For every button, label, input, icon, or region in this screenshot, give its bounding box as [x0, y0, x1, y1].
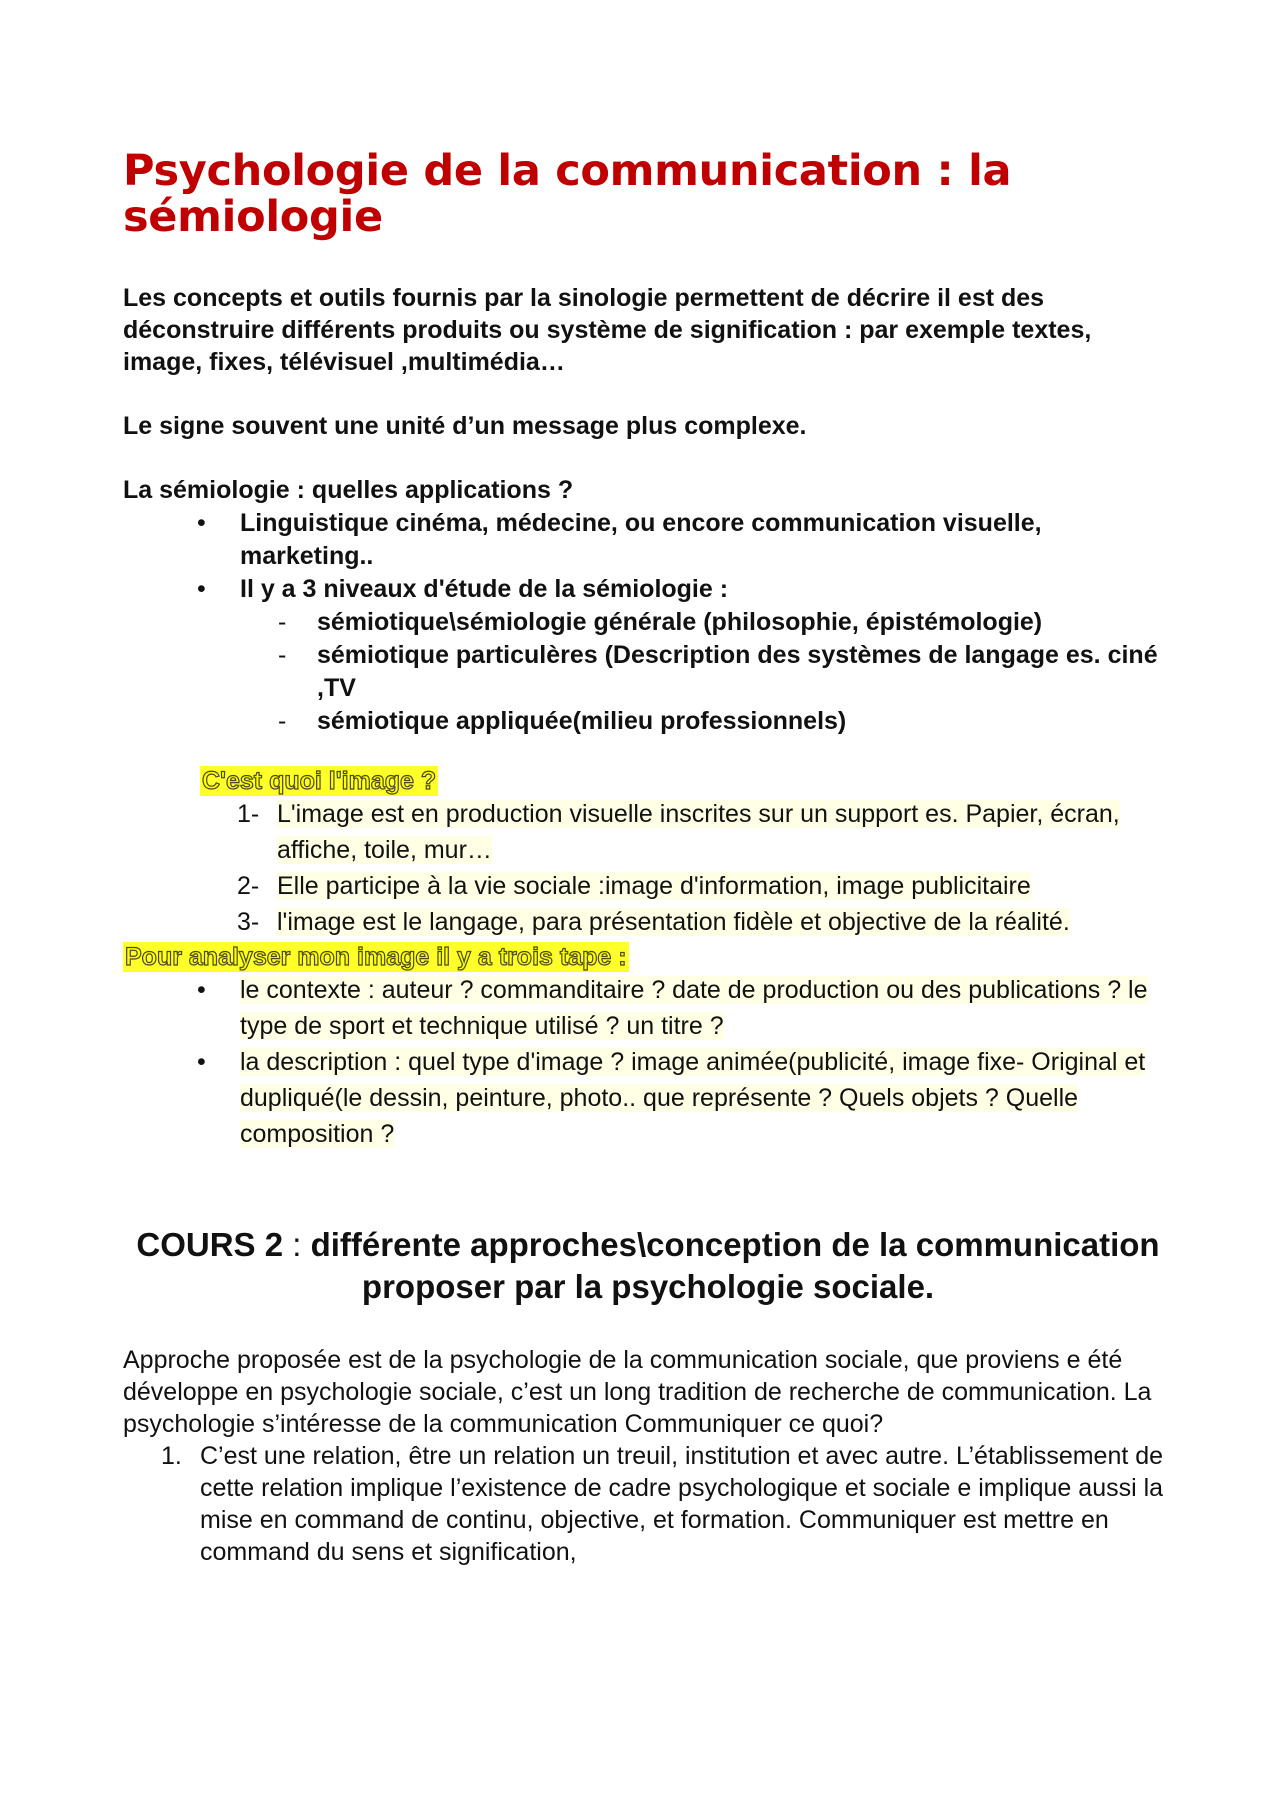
niveau-item: - sémiotique particulères (Description des systèmes de langage es. ciné ,TV: [123, 639, 1173, 705]
applications-item: • Linguistique cinéma, médecine, ou encore communication visuelle, marketing..: [123, 507, 1173, 573]
niveau-item: - sémiotique\sémiologie générale (philosophie, épistémologie): [123, 606, 1173, 639]
cours2-list: [123, 1440, 1173, 1568]
niveau-item: - sémiotique appliquée(milieu professionnels): [123, 705, 1173, 738]
cours2-paragraph: Approche proposée est de la psychologie de la communication sociale, que proviens e été développe en psychologie sociale, c’est un long tradition de recherche de communication. La psychologie s’intéresse de la communication Communiquer ce quoi?: [123, 1346, 1152, 1438]
signe-paragraph: Le signe souvent une unité d’un message plus complexe.: [123, 412, 807, 440]
cours2-title: COURS 2 : différente approches\conception de la communication proposer par la psychologie sociale.: [136, 1226, 1160, 1305]
intro-paragraph: Les concepts et outils fournis par la sinologie permettent de décrire il est des déconstruire différents produits ou système de signification : par exemple textes, image, fixes, télévisuel ,multimédia…: [123, 284, 1092, 376]
applications-list: [123, 507, 1173, 606]
image-list: [123, 796, 1173, 940]
analyse-list: [123, 972, 1173, 1152]
applications-item: • Il y a 3 niveaux d'étude de la sémiologie :: [123, 573, 1173, 606]
image-item: 3- l'image est le langage, para présentation fidèle et objective de la réalité.: [237, 908, 1070, 936]
document-page: [123, 148, 1173, 1568]
cours2-label: COURS 2: [136, 1226, 284, 1263]
image-heading-wrap: [200, 766, 1173, 796]
cours2-title-text: différente approches\conception de la communication proposer par la psychologie sociale.: [310, 1226, 1160, 1305]
niveaux-list: [123, 606, 1173, 738]
image-heading: C'est quoi l'image ?: [202, 767, 437, 795]
analyse-heading: Pour analyser mon image il y a trois tape :: [125, 943, 627, 971]
cours2-item: 1. C’est une relation, être un relation un treuil, institution et avec autre. L’établissement de cette relation implique l’existence de cadre psychologique et sociale e implique aussi la mise en command de continu, objective, et formation. Communiquer est mettre en command du sens et signification,: [161, 1442, 1164, 1566]
image-item: 1- L'image est en production visuelle inscrites sur un support es. Papier, écran, affiche, toile, mur…: [237, 800, 1120, 864]
applications-heading: La sémiologie : quelles applications ?: [123, 476, 574, 504]
analyse-item: • le contexte : auteur ? commanditaire ? date de production ou des publications ? le type de sport et technique utilisé ? un titre ?: [123, 972, 1173, 1044]
analyse-heading-wrap: [123, 942, 1173, 972]
image-item: 2- Elle participe à la vie sociale :image d'information, image publicitaire: [237, 872, 1031, 900]
document-title: Psychologie de la communication : la sémiologie: [123, 146, 1012, 242]
analyse-item: • la description : quel type d'image ? image animée(publicité, image fixe- Original et dupliqué(le dessin, peinture, photo.. que représente ? Quels objets ? Quelle composition ?: [123, 1044, 1173, 1152]
